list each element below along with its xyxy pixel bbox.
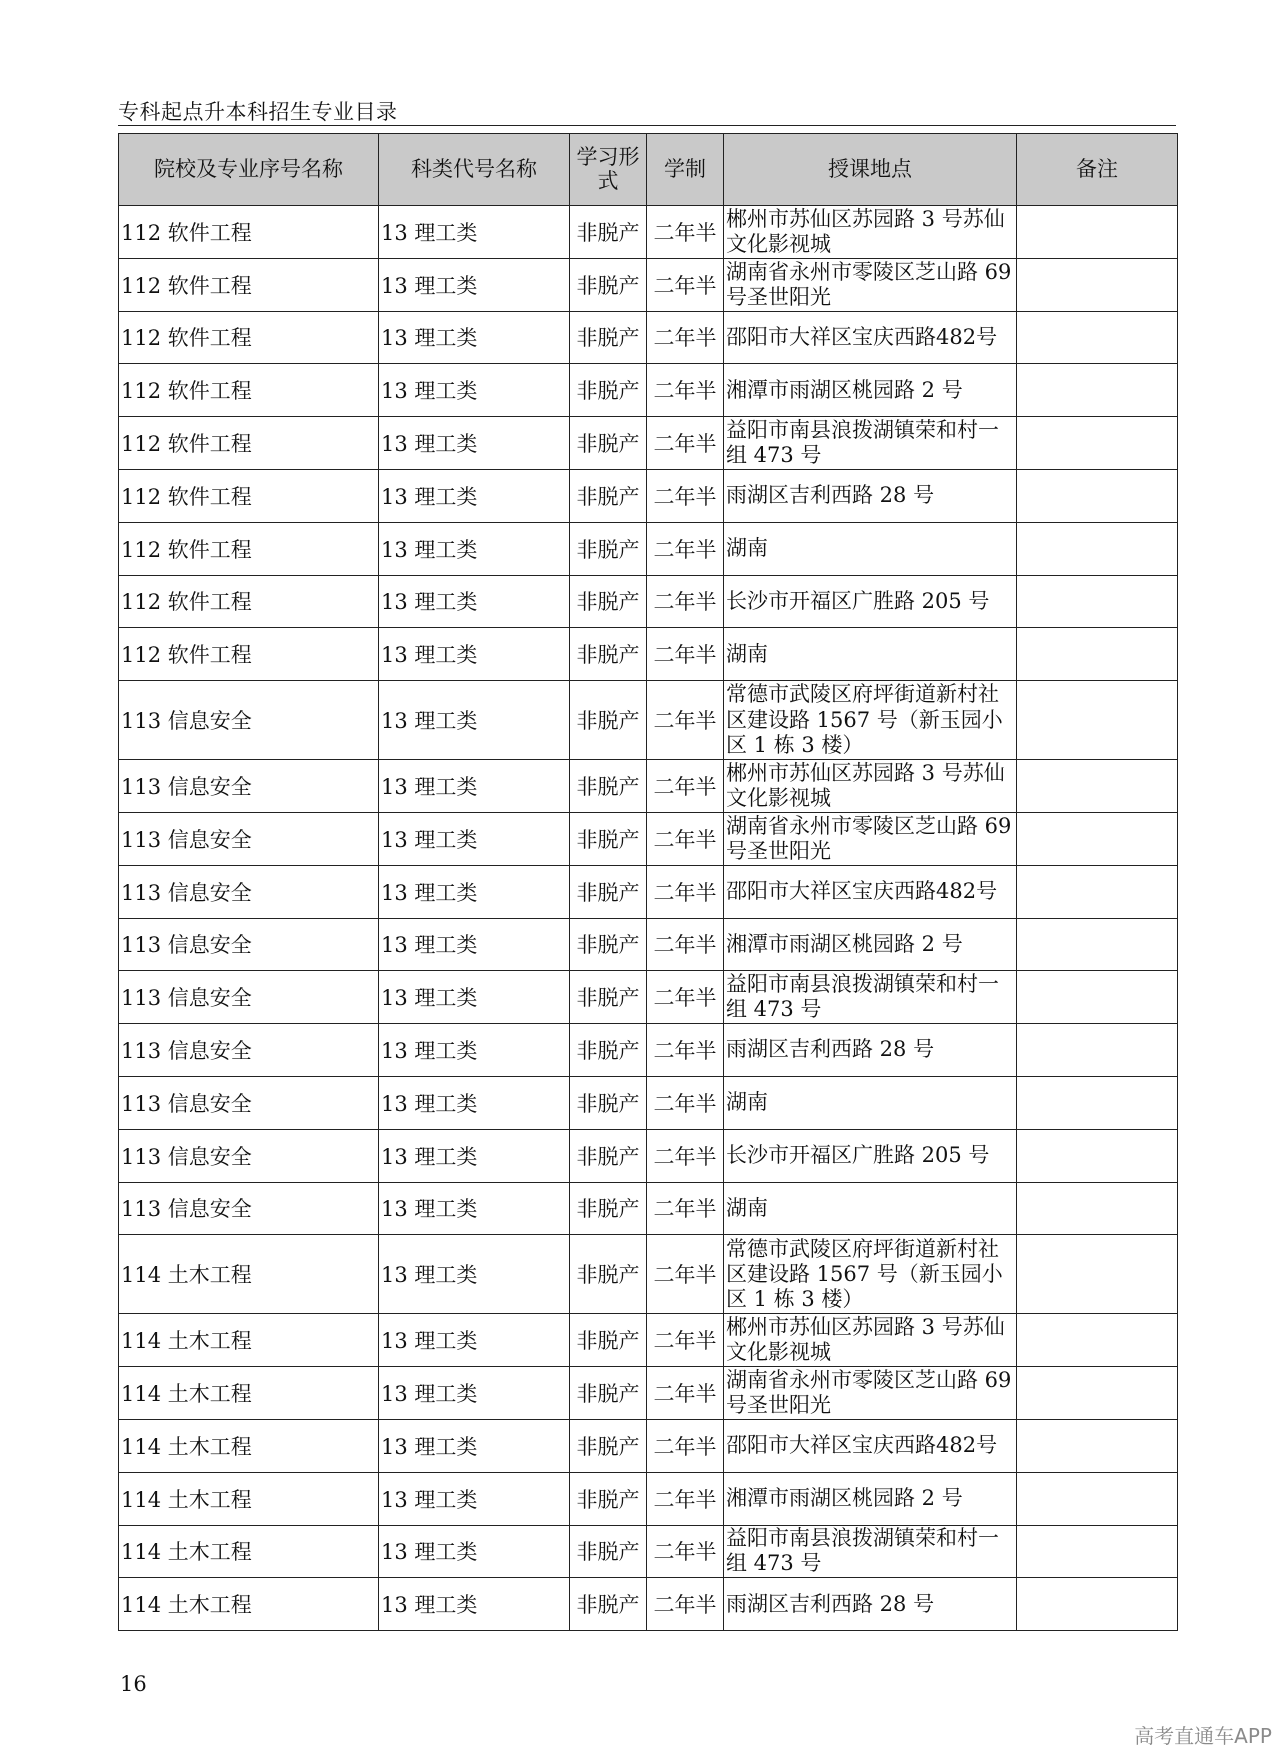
duration-cell: 二年半 bbox=[647, 1525, 724, 1578]
location-cell: 邵阳市大祥区宝庆西路482号 bbox=[724, 311, 1017, 364]
major-cell: 112 软件工程 bbox=[119, 311, 379, 364]
study-form-cell: 非脱产 bbox=[570, 1578, 647, 1631]
header-row bbox=[119, 134, 1178, 206]
duration-cell: 二年半 bbox=[647, 1419, 724, 1472]
duration-cell: 二年半 bbox=[647, 681, 724, 760]
duration-cell: 二年半 bbox=[647, 364, 724, 417]
location-cell: 常德市武陵区府坪街道新村社区建设路 1567 号（新玉园小区 1 栋 3 楼） bbox=[724, 1235, 1017, 1314]
note-cell bbox=[1017, 1472, 1178, 1525]
note-cell bbox=[1017, 1419, 1178, 1472]
location-cell: 湖南省永州市零陵区芝山路 69 号圣世阳光 bbox=[724, 812, 1017, 865]
header-duration: 学制 bbox=[647, 134, 724, 206]
subject-cell: 13 理工类 bbox=[379, 812, 570, 865]
location-cell: 常德市武陵区府坪街道新村社区建设路 1567 号（新玉园小区 1 栋 3 楼） bbox=[724, 681, 1017, 760]
subject-cell: 13 理工类 bbox=[379, 1024, 570, 1077]
location-cell: 郴州市苏仙区苏园路 3 号苏仙文化影视城 bbox=[724, 1314, 1017, 1367]
subject-cell: 13 理工类 bbox=[379, 1314, 570, 1367]
location-cell: 湘潭市雨湖区桃园路 2 号 bbox=[724, 918, 1017, 971]
study-form-cell: 非脱产 bbox=[570, 1024, 647, 1077]
note-cell bbox=[1017, 469, 1178, 522]
location-cell: 益阳市南县浪拨湖镇荣和村一组 473 号 bbox=[724, 417, 1017, 470]
header-location: 授课地点 bbox=[724, 134, 1017, 206]
location-cell: 湘潭市雨湖区桃园路 2 号 bbox=[724, 364, 1017, 417]
table-row bbox=[119, 812, 1178, 865]
major-cell: 113 信息安全 bbox=[119, 1024, 379, 1077]
study-form-cell: 非脱产 bbox=[570, 258, 647, 311]
subject-cell: 13 理工类 bbox=[379, 628, 570, 681]
major-cell: 112 软件工程 bbox=[119, 628, 379, 681]
subject-cell: 13 理工类 bbox=[379, 522, 570, 575]
note-cell bbox=[1017, 1024, 1178, 1077]
study-form-cell: 非脱产 bbox=[570, 681, 647, 760]
study-form-cell: 非脱产 bbox=[570, 1314, 647, 1367]
location-cell: 长沙市开福区广胜路 205 号 bbox=[724, 1129, 1017, 1182]
major-cell: 112 软件工程 bbox=[119, 522, 379, 575]
duration-cell: 二年半 bbox=[647, 1182, 724, 1235]
table-row bbox=[119, 1472, 1178, 1525]
table-row bbox=[119, 258, 1178, 311]
duration-cell: 二年半 bbox=[647, 812, 724, 865]
study-form-cell: 非脱产 bbox=[570, 469, 647, 522]
major-cell: 113 信息安全 bbox=[119, 865, 379, 918]
major-cell: 114 土木工程 bbox=[119, 1525, 379, 1578]
table-row bbox=[119, 417, 1178, 470]
subject-cell: 13 理工类 bbox=[379, 206, 570, 259]
duration-cell: 二年半 bbox=[647, 1235, 724, 1314]
study-form-cell: 非脱产 bbox=[570, 522, 647, 575]
major-cell: 114 土木工程 bbox=[119, 1472, 379, 1525]
duration-cell: 二年半 bbox=[647, 1129, 724, 1182]
duration-cell: 二年半 bbox=[647, 311, 724, 364]
major-cell: 112 软件工程 bbox=[119, 364, 379, 417]
duration-cell: 二年半 bbox=[647, 918, 724, 971]
subject-cell: 13 理工类 bbox=[379, 258, 570, 311]
duration-cell: 二年半 bbox=[647, 1367, 724, 1420]
study-form-cell: 非脱产 bbox=[570, 1525, 647, 1578]
major-cell: 112 软件工程 bbox=[119, 575, 379, 628]
note-cell bbox=[1017, 258, 1178, 311]
location-cell: 湖南省永州市零陵区芝山路 69 号圣世阳光 bbox=[724, 258, 1017, 311]
subject-cell: 13 理工类 bbox=[379, 1076, 570, 1129]
location-cell: 邵阳市大祥区宝庆西路482号 bbox=[724, 1419, 1017, 1472]
major-cell: 112 软件工程 bbox=[119, 206, 379, 259]
duration-cell: 二年半 bbox=[647, 971, 724, 1024]
note-cell bbox=[1017, 364, 1178, 417]
major-cell: 114 土木工程 bbox=[119, 1314, 379, 1367]
location-cell: 湘潭市雨湖区桃园路 2 号 bbox=[724, 1472, 1017, 1525]
study-form-cell: 非脱产 bbox=[570, 1472, 647, 1525]
location-cell: 邵阳市大祥区宝庆西路482号 bbox=[724, 865, 1017, 918]
duration-cell: 二年半 bbox=[647, 1314, 724, 1367]
major-cell: 113 信息安全 bbox=[119, 1182, 379, 1235]
header-study-form: 学习形式 bbox=[570, 134, 647, 206]
study-form-cell: 非脱产 bbox=[570, 1419, 647, 1472]
major-cell: 113 信息安全 bbox=[119, 681, 379, 760]
major-cell: 112 软件工程 bbox=[119, 417, 379, 470]
subject-cell: 13 理工类 bbox=[379, 364, 570, 417]
duration-cell: 二年半 bbox=[647, 417, 724, 470]
major-cell: 113 信息安全 bbox=[119, 971, 379, 1024]
table-row bbox=[119, 1525, 1178, 1578]
duration-cell: 二年半 bbox=[647, 628, 724, 681]
study-form-cell: 非脱产 bbox=[570, 417, 647, 470]
duration-cell: 二年半 bbox=[647, 1024, 724, 1077]
subject-cell: 13 理工类 bbox=[379, 1472, 570, 1525]
note-cell bbox=[1017, 1578, 1178, 1631]
subject-cell: 13 理工类 bbox=[379, 918, 570, 971]
note-cell bbox=[1017, 865, 1178, 918]
note-cell bbox=[1017, 1129, 1178, 1182]
table-row bbox=[119, 971, 1178, 1024]
duration-cell: 二年半 bbox=[647, 206, 724, 259]
note-cell bbox=[1017, 971, 1178, 1024]
table-row bbox=[119, 1235, 1178, 1314]
note-cell bbox=[1017, 1525, 1178, 1578]
subject-cell: 13 理工类 bbox=[379, 865, 570, 918]
subject-cell: 13 理工类 bbox=[379, 311, 570, 364]
major-cell: 113 信息安全 bbox=[119, 760, 379, 813]
location-cell: 雨湖区吉利西路 28 号 bbox=[724, 1024, 1017, 1077]
study-form-cell: 非脱产 bbox=[570, 311, 647, 364]
subject-cell: 13 理工类 bbox=[379, 1578, 570, 1631]
study-form-cell: 非脱产 bbox=[570, 865, 647, 918]
duration-cell: 二年半 bbox=[647, 522, 724, 575]
subject-cell: 13 理工类 bbox=[379, 681, 570, 760]
major-cell: 113 信息安全 bbox=[119, 812, 379, 865]
document-header-title: 专科起点升本科招生专业目录 bbox=[118, 100, 398, 124]
note-cell bbox=[1017, 812, 1178, 865]
note-cell bbox=[1017, 1076, 1178, 1129]
location-cell: 湖南 bbox=[724, 522, 1017, 575]
location-cell: 雨湖区吉利西路 28 号 bbox=[724, 469, 1017, 522]
subject-cell: 13 理工类 bbox=[379, 417, 570, 470]
table-row bbox=[119, 1076, 1178, 1129]
note-cell bbox=[1017, 522, 1178, 575]
table-row bbox=[119, 469, 1178, 522]
location-cell: 湖南省永州市零陵区芝山路 69 号圣世阳光 bbox=[724, 1367, 1017, 1420]
subject-cell: 13 理工类 bbox=[379, 469, 570, 522]
major-cell: 114 土木工程 bbox=[119, 1367, 379, 1420]
major-cell: 113 信息安全 bbox=[119, 918, 379, 971]
note-cell bbox=[1017, 417, 1178, 470]
study-form-cell: 非脱产 bbox=[570, 918, 647, 971]
table-row bbox=[119, 575, 1178, 628]
location-cell: 益阳市南县浪拨湖镇荣和村一组 473 号 bbox=[724, 971, 1017, 1024]
table-body bbox=[119, 206, 1178, 1631]
study-form-cell: 非脱产 bbox=[570, 812, 647, 865]
header-subject: 科类代号名称 bbox=[379, 134, 570, 206]
study-form-cell: 非脱产 bbox=[570, 1367, 647, 1420]
subject-cell: 13 理工类 bbox=[379, 971, 570, 1024]
note-cell bbox=[1017, 1367, 1178, 1420]
table-row bbox=[119, 1367, 1178, 1420]
table-row bbox=[119, 1578, 1178, 1631]
watermark: 高考直通车APP bbox=[1134, 1724, 1272, 1748]
duration-cell: 二年半 bbox=[647, 865, 724, 918]
subject-cell: 13 理工类 bbox=[379, 1129, 570, 1182]
location-cell: 湖南 bbox=[724, 628, 1017, 681]
subject-cell: 13 理工类 bbox=[379, 760, 570, 813]
table-row bbox=[119, 628, 1178, 681]
major-cell: 113 信息安全 bbox=[119, 1076, 379, 1129]
location-cell: 郴州市苏仙区苏园路 3 号苏仙文化影视城 bbox=[724, 206, 1017, 259]
note-cell bbox=[1017, 206, 1178, 259]
duration-cell: 二年半 bbox=[647, 1076, 724, 1129]
note-cell bbox=[1017, 760, 1178, 813]
table-row bbox=[119, 760, 1178, 813]
location-cell: 湖南 bbox=[724, 1182, 1017, 1235]
major-cell: 112 软件工程 bbox=[119, 469, 379, 522]
table-row bbox=[119, 1419, 1178, 1472]
table-row bbox=[119, 1314, 1178, 1367]
page-number: 16 bbox=[120, 1672, 147, 1696]
table-row bbox=[119, 522, 1178, 575]
table-row bbox=[119, 681, 1178, 760]
table-row bbox=[119, 311, 1178, 364]
header-note: 备注 bbox=[1017, 134, 1178, 206]
subject-cell: 13 理工类 bbox=[379, 575, 570, 628]
subject-cell: 13 理工类 bbox=[379, 1367, 570, 1420]
note-cell bbox=[1017, 681, 1178, 760]
duration-cell: 二年半 bbox=[647, 258, 724, 311]
note-cell bbox=[1017, 1314, 1178, 1367]
note-cell bbox=[1017, 628, 1178, 681]
subject-cell: 13 理工类 bbox=[379, 1235, 570, 1314]
study-form-cell: 非脱产 bbox=[570, 971, 647, 1024]
study-form-cell: 非脱产 bbox=[570, 760, 647, 813]
duration-cell: 二年半 bbox=[647, 1472, 724, 1525]
table-row bbox=[119, 206, 1178, 259]
major-cell: 113 信息安全 bbox=[119, 1129, 379, 1182]
note-cell bbox=[1017, 311, 1178, 364]
study-form-cell: 非脱产 bbox=[570, 1235, 647, 1314]
duration-cell: 二年半 bbox=[647, 575, 724, 628]
study-form-cell: 非脱产 bbox=[570, 1182, 647, 1235]
major-cell: 112 软件工程 bbox=[119, 258, 379, 311]
header-major: 院校及专业序号名称 bbox=[119, 134, 379, 206]
table-row bbox=[119, 918, 1178, 971]
study-form-cell: 非脱产 bbox=[570, 206, 647, 259]
subject-cell: 13 理工类 bbox=[379, 1419, 570, 1472]
duration-cell: 二年半 bbox=[647, 760, 724, 813]
duration-cell: 二年半 bbox=[647, 1578, 724, 1631]
location-cell: 湖南 bbox=[724, 1076, 1017, 1129]
table-header bbox=[119, 134, 1178, 206]
note-cell bbox=[1017, 1182, 1178, 1235]
program-catalog-table bbox=[118, 133, 1178, 1631]
table-row bbox=[119, 1129, 1178, 1182]
table-row bbox=[119, 364, 1178, 417]
subject-cell: 13 理工类 bbox=[379, 1182, 570, 1235]
table-row bbox=[119, 1024, 1178, 1077]
header-divider bbox=[118, 125, 1176, 126]
subject-cell: 13 理工类 bbox=[379, 1525, 570, 1578]
major-cell: 114 土木工程 bbox=[119, 1419, 379, 1472]
study-form-cell: 非脱产 bbox=[570, 1129, 647, 1182]
study-form-cell: 非脱产 bbox=[570, 575, 647, 628]
location-cell: 郴州市苏仙区苏园路 3 号苏仙文化影视城 bbox=[724, 760, 1017, 813]
duration-cell: 二年半 bbox=[647, 469, 724, 522]
study-form-cell: 非脱产 bbox=[570, 628, 647, 681]
location-cell: 益阳市南县浪拨湖镇荣和村一组 473 号 bbox=[724, 1525, 1017, 1578]
study-form-cell: 非脱产 bbox=[570, 1076, 647, 1129]
note-cell bbox=[1017, 918, 1178, 971]
table-row bbox=[119, 865, 1178, 918]
location-cell: 长沙市开福区广胜路 205 号 bbox=[724, 575, 1017, 628]
study-form-cell: 非脱产 bbox=[570, 364, 647, 417]
note-cell bbox=[1017, 1235, 1178, 1314]
location-cell: 雨湖区吉利西路 28 号 bbox=[724, 1578, 1017, 1631]
note-cell bbox=[1017, 575, 1178, 628]
table-row bbox=[119, 1182, 1178, 1235]
major-cell: 114 土木工程 bbox=[119, 1578, 379, 1631]
major-cell: 114 土木工程 bbox=[119, 1235, 379, 1314]
